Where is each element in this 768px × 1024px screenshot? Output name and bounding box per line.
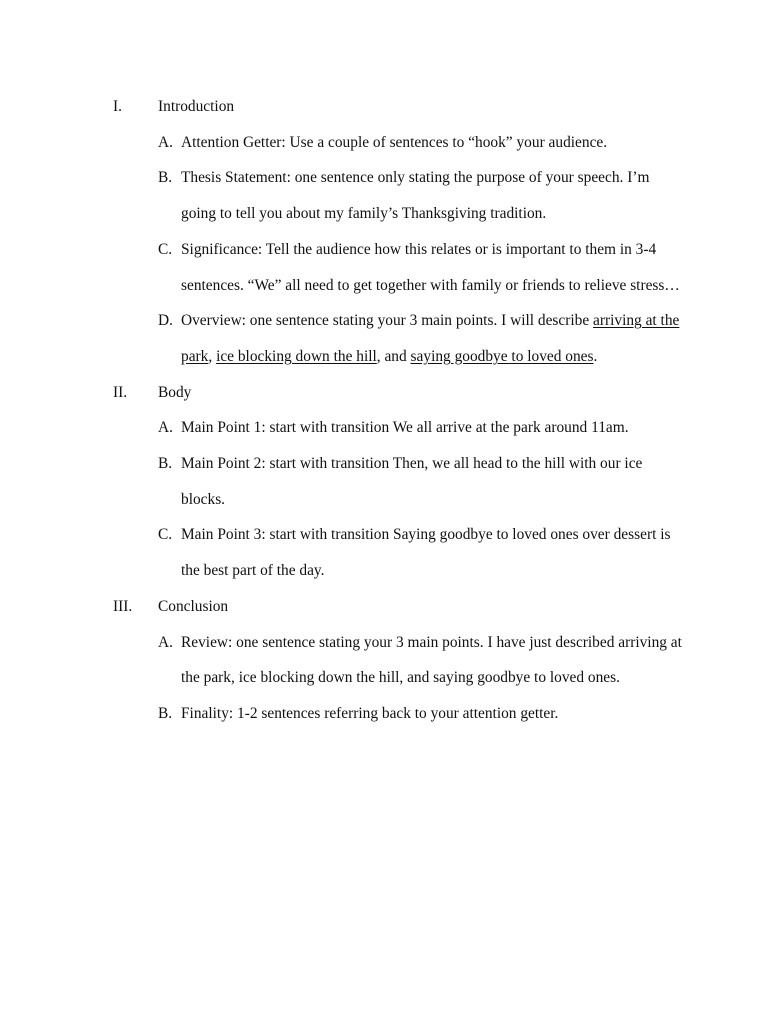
- outline-item-thesis-statement: [113, 160, 683, 231]
- overview-end: .: [593, 347, 598, 365]
- overview-point-3: saying goodbye to loved ones: [410, 347, 594, 365]
- item-letter: B.: [158, 169, 173, 187]
- overview-point-1: arriving at the park: [181, 312, 680, 365]
- item-letter: A.: [158, 633, 173, 651]
- overview-separator: , and: [376, 347, 411, 365]
- item-text: Main Point 2: start with transition Then, we all head to the hill with our ice blocks.: [181, 455, 643, 508]
- speech-outline: [113, 89, 683, 732]
- item-text: Attention Getter: Use a couple of sentences to “hook” your audience.: [181, 133, 608, 151]
- item-letter: B.: [158, 455, 173, 473]
- item-letter: B.: [158, 704, 173, 722]
- item-letter: C.: [158, 526, 173, 544]
- overview-point-2: ice blocking down the hill: [216, 347, 377, 365]
- item-letter: A.: [158, 133, 173, 151]
- outline-item-main-point-3: [113, 517, 683, 588]
- section-introduction: [113, 89, 683, 125]
- section-numeral: III.: [113, 597, 133, 615]
- section-numeral: II.: [113, 383, 128, 401]
- item-letter: C.: [158, 240, 173, 258]
- item-letter: D.: [158, 312, 173, 330]
- section-numeral: I.: [113, 98, 122, 115]
- outline-item-main-point-1: [113, 410, 683, 446]
- item-text: Main Point 3: start with transition Saying goodbye to loved ones over dessert is the best part of the day.: [181, 526, 671, 580]
- overview-intro: Overview: one sentence stating your 3 main points. I will describe: [181, 312, 594, 330]
- item-letter: A.: [158, 419, 173, 437]
- section-heading: Body: [158, 383, 192, 401]
- section-heading: Conclusion: [158, 597, 229, 615]
- outline-item-significance: [113, 232, 683, 303]
- item-text: Thesis Statement: one sentence only stating the purpose of your speech. I’m going to tell you about my family’s Thanksgiving tradition.: [181, 169, 650, 223]
- section-body: [113, 375, 683, 411]
- item-text: Review: one sentence stating your 3 main points. I have just described arriving at the park, ice blocking down the hill, and saying goodbye to loved ones.: [181, 633, 682, 687]
- outline-item-attention-getter: [113, 125, 683, 161]
- outline-item-finality: [113, 696, 683, 732]
- item-text: Main Point 1: start with transition We all arrive at the park around 11am.: [181, 419, 629, 437]
- section-conclusion: [113, 589, 683, 625]
- item-text: Finality: 1-2 sentences referring back to your attention getter.: [181, 704, 559, 722]
- outline-item-review: [113, 625, 683, 696]
- outline-item-main-point-2: [113, 446, 683, 517]
- outline-item-overview: [113, 303, 683, 374]
- overview-separator: ,: [208, 347, 217, 365]
- section-heading: Introduction: [158, 98, 235, 115]
- item-text: Significance: Tell the audience how this relates or is important to them in 3-4 sentences. “We” all need to get together with family or friends to relieve stress…: [181, 240, 680, 294]
